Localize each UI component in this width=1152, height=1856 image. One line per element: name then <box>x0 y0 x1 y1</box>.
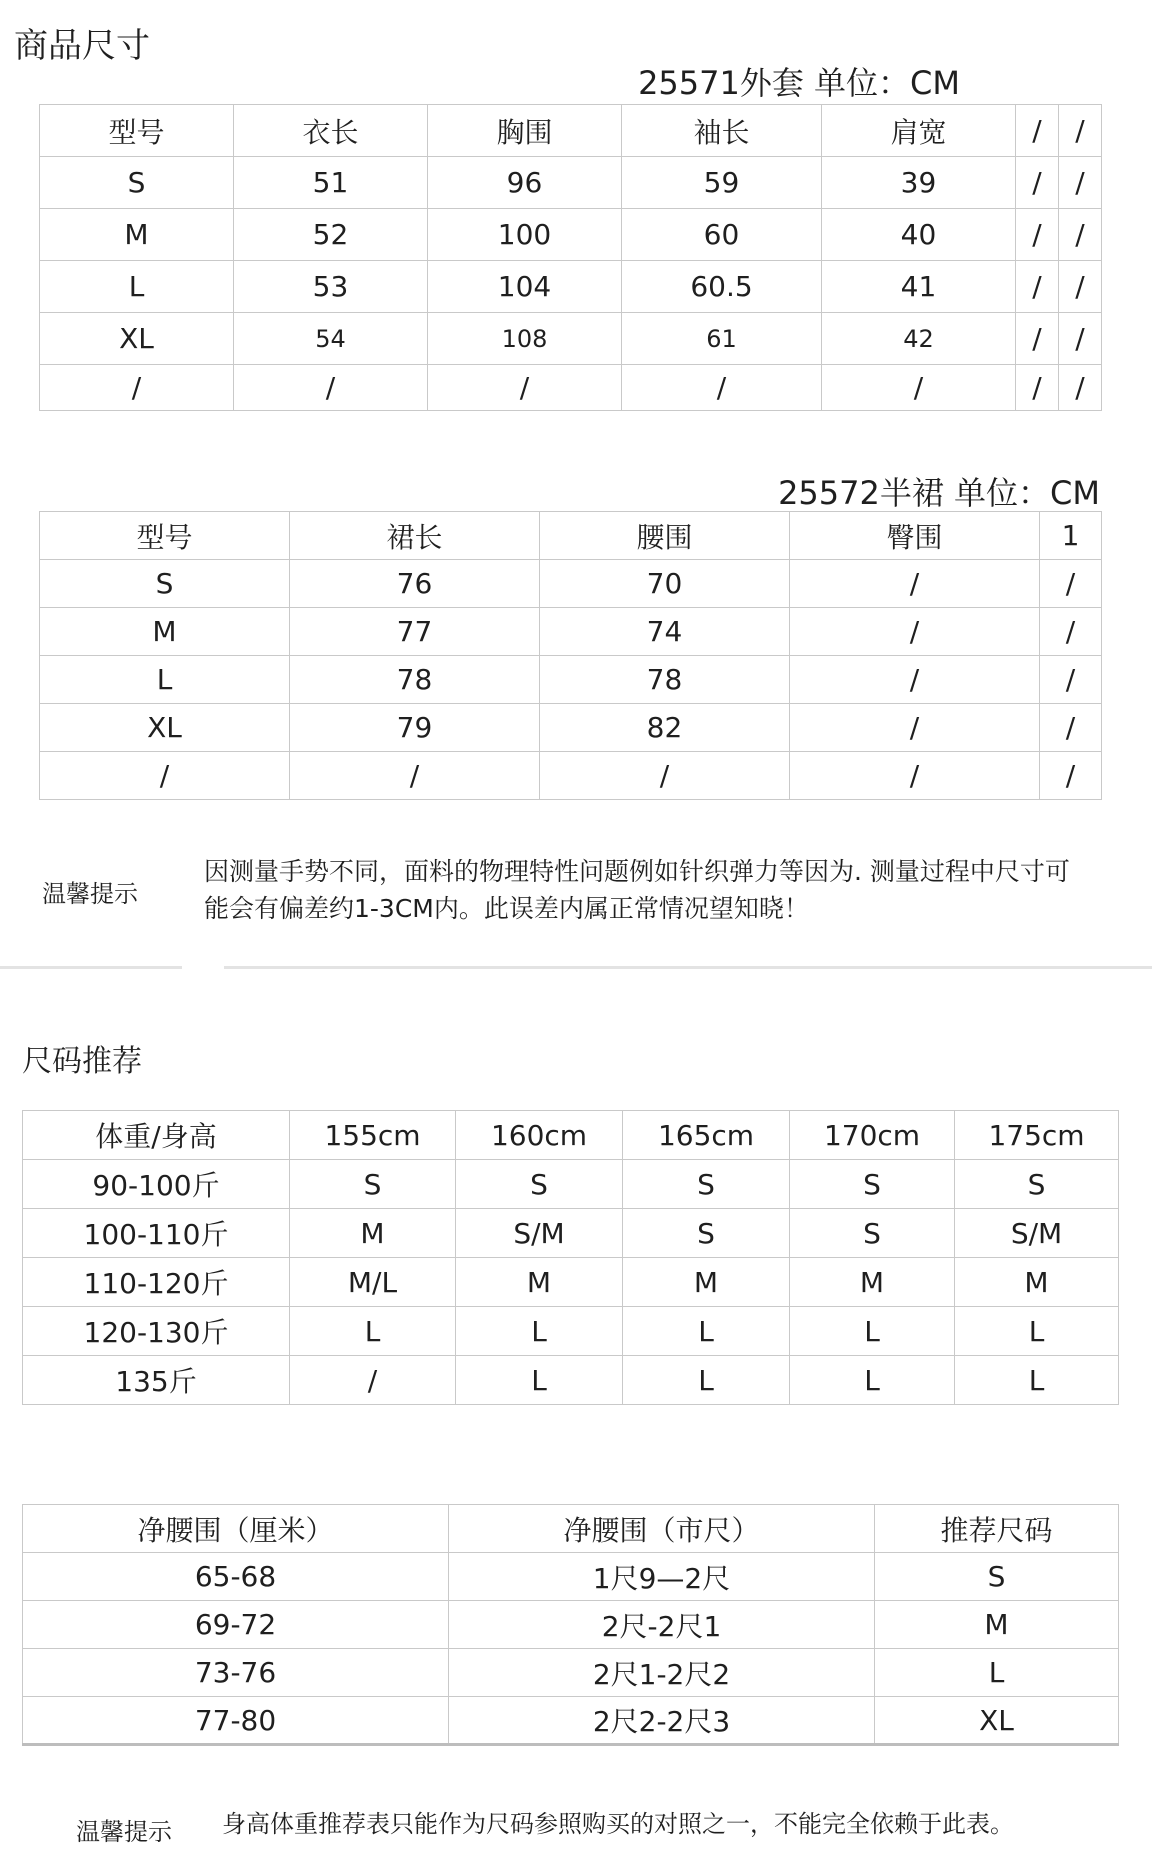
header-cell: 净腰围（厘米） <box>23 1505 449 1553</box>
waist-size-table <box>22 1504 1119 1746</box>
section-divider <box>224 966 1152 969</box>
table-cell: / <box>1059 157 1102 209</box>
table-cell: L <box>790 1356 955 1405</box>
table-cell: S/M <box>955 1209 1119 1258</box>
table-cell: 90-100斤 <box>23 1160 290 1209</box>
table-cell: / <box>1016 157 1059 209</box>
table-row <box>40 261 1102 313</box>
table-cell: / <box>234 365 428 411</box>
table-cell: 82 <box>540 704 790 752</box>
recommend-tip-text: 身高体重推荐表只能作为尺码参照购买的对照之一，不能完全依赖于此表。 <box>222 1810 1014 1838</box>
table-cell: M/L <box>290 1258 456 1307</box>
header-cell: 1 <box>1040 512 1102 560</box>
measurement-tip-text <box>204 853 1124 927</box>
table-cell: M <box>290 1209 456 1258</box>
header-cell: 肩宽 <box>822 105 1016 157</box>
table-cell: L <box>623 1307 790 1356</box>
header-cell: 推荐尺码 <box>875 1505 1119 1553</box>
table-cell: 2尺-2尺1 <box>449 1601 875 1649</box>
skirt-size-table <box>39 511 1102 800</box>
table-cell: L <box>456 1356 623 1405</box>
table-cell: S <box>790 1160 955 1209</box>
table-cell: / <box>1059 313 1102 365</box>
header-cell: 胸围 <box>428 105 622 157</box>
header-cell: 裙长 <box>290 512 540 560</box>
header-cell: 体重/身高 <box>23 1111 290 1160</box>
table-cell: S <box>623 1160 790 1209</box>
table-row <box>40 365 1102 411</box>
coat-table-caption: 25571外套 单位：CM <box>638 64 960 102</box>
header-cell: 175cm <box>955 1111 1119 1160</box>
table-cell: / <box>790 704 1040 752</box>
coat-size-table <box>39 104 1102 411</box>
table-cell: 73-76 <box>23 1649 449 1697</box>
table-cell: / <box>1016 261 1059 313</box>
table-row <box>23 1697 1119 1745</box>
table-cell: / <box>1040 704 1102 752</box>
skirt-table-caption: 25572半裙 单位：CM <box>778 474 1100 512</box>
table-cell: / <box>1016 209 1059 261</box>
table-cell: / <box>40 365 234 411</box>
table-row <box>23 1356 1119 1405</box>
table-cell: 42 <box>822 313 1016 365</box>
tip-line: 能会有偏差约1-3CM内。此误差内属正常情况望知晓！ <box>204 894 809 923</box>
section-title-product-size: 商品尺寸 <box>14 26 150 66</box>
table-cell: S <box>40 560 290 608</box>
table-cell: 65-68 <box>23 1553 449 1601</box>
table-cell: / <box>1059 209 1102 261</box>
table-cell: / <box>790 752 1040 800</box>
tip-line: 因测量手势不同，面料的物理特性问题例如针织弹力等因为. 测量过程中尺寸可 <box>204 857 1070 886</box>
table-row <box>23 1307 1119 1356</box>
table-cell: 51 <box>234 157 428 209</box>
header-cell: 160cm <box>456 1111 623 1160</box>
table-cell: / <box>622 365 822 411</box>
table-cell: S <box>875 1553 1119 1601</box>
tip-label: 温馨提示 <box>42 880 138 908</box>
table-row <box>40 313 1102 365</box>
weight-height-table <box>22 1110 1119 1405</box>
table-cell: 76 <box>290 560 540 608</box>
table-cell: 108 <box>428 313 622 365</box>
table-cell: / <box>290 1356 456 1405</box>
section-title-size-recommend: 尺码推荐 <box>22 1044 142 1079</box>
table-cell: 70 <box>540 560 790 608</box>
table-cell: S <box>790 1209 955 1258</box>
table-cell: 78 <box>540 656 790 704</box>
table-cell: 79 <box>290 704 540 752</box>
table-cell: M <box>955 1258 1119 1307</box>
table-cell: / <box>40 752 290 800</box>
table-cell: L <box>290 1307 456 1356</box>
table-cell: S <box>955 1160 1119 1209</box>
table-cell: 60 <box>622 209 822 261</box>
table-cell: L <box>790 1307 955 1356</box>
table-cell: 52 <box>234 209 428 261</box>
section-divider <box>0 966 182 969</box>
tip-label: 温馨提示 <box>76 1818 172 1846</box>
table-row <box>23 1553 1119 1601</box>
header-cell: 155cm <box>290 1111 456 1160</box>
table-cell: 39 <box>822 157 1016 209</box>
table-cell: 53 <box>234 261 428 313</box>
table-cell: L <box>875 1649 1119 1697</box>
table-cell: 60.5 <box>622 261 822 313</box>
table-cell: L <box>955 1356 1119 1405</box>
table-cell: 41 <box>822 261 1016 313</box>
table-cell: / <box>790 560 1040 608</box>
table-cell: / <box>790 656 1040 704</box>
table-cell: S/M <box>456 1209 623 1258</box>
table-row <box>40 560 1102 608</box>
table-row <box>23 1209 1119 1258</box>
header-cell: 臀围 <box>790 512 1040 560</box>
header-cell: 170cm <box>790 1111 955 1160</box>
table-cell: 2尺1-2尺2 <box>449 1649 875 1697</box>
table-cell: / <box>1059 261 1102 313</box>
header-cell: 腰围 <box>540 512 790 560</box>
table-row <box>40 656 1102 704</box>
table-header-row <box>40 512 1102 560</box>
table-row <box>40 608 1102 656</box>
table-cell: 110-120斤 <box>23 1258 290 1307</box>
table-cell: L <box>40 656 290 704</box>
table-cell: M <box>875 1601 1119 1649</box>
table-row <box>40 704 1102 752</box>
table-cell: L <box>623 1356 790 1405</box>
table-header-row <box>40 105 1102 157</box>
table-cell: M <box>456 1258 623 1307</box>
header-cell: / <box>1016 105 1059 157</box>
table-row <box>40 209 1102 261</box>
header-cell: 型号 <box>40 512 290 560</box>
table-cell: S <box>40 157 234 209</box>
table-cell: S <box>290 1160 456 1209</box>
table-cell: 120-130斤 <box>23 1307 290 1356</box>
table-cell: XL <box>40 704 290 752</box>
table-cell: XL <box>40 313 234 365</box>
table-cell: 2尺2-2尺3 <box>449 1697 875 1745</box>
table-cell: M <box>40 608 290 656</box>
header-cell: 袖长 <box>622 105 822 157</box>
table-cell: XL <box>875 1697 1119 1745</box>
table-cell: / <box>290 752 540 800</box>
table-cell: / <box>1040 560 1102 608</box>
table-cell: / <box>1016 365 1059 411</box>
table-header-row <box>23 1111 1119 1160</box>
table-cell: S <box>456 1160 623 1209</box>
table-cell: / <box>428 365 622 411</box>
table-cell: 96 <box>428 157 622 209</box>
table-cell: M <box>790 1258 955 1307</box>
header-cell: 型号 <box>40 105 234 157</box>
table-row <box>23 1649 1119 1697</box>
table-cell: 74 <box>540 608 790 656</box>
table-cell: 78 <box>290 656 540 704</box>
table-cell: / <box>1059 365 1102 411</box>
header-cell: 衣长 <box>234 105 428 157</box>
table-row <box>40 157 1102 209</box>
table-cell: M <box>623 1258 790 1307</box>
table-row <box>23 1258 1119 1307</box>
table-header-row <box>23 1505 1119 1553</box>
table-cell: 1尺9—2尺 <box>449 1553 875 1601</box>
table-cell: / <box>1016 313 1059 365</box>
table-cell: L <box>955 1307 1119 1356</box>
table-cell: 59 <box>622 157 822 209</box>
table-cell: 69-72 <box>23 1601 449 1649</box>
table-cell: / <box>790 608 1040 656</box>
table-cell: 100-110斤 <box>23 1209 290 1258</box>
table-cell: M <box>40 209 234 261</box>
table-cell: / <box>1040 656 1102 704</box>
header-cell: 165cm <box>623 1111 790 1160</box>
table-cell: 77 <box>290 608 540 656</box>
table-cell: / <box>1040 752 1102 800</box>
table-cell: 40 <box>822 209 1016 261</box>
table-row <box>23 1601 1119 1649</box>
table-cell: 100 <box>428 209 622 261</box>
table-cell: 104 <box>428 261 622 313</box>
table-row <box>23 1160 1119 1209</box>
table-cell: 54 <box>234 313 428 365</box>
table-cell: / <box>540 752 790 800</box>
table-cell: 61 <box>622 313 822 365</box>
table-cell: / <box>822 365 1016 411</box>
table-cell: L <box>40 261 234 313</box>
header-cell: 净腰围（市尺） <box>449 1505 875 1553</box>
table-cell: 135斤 <box>23 1356 290 1405</box>
table-row <box>40 752 1102 800</box>
table-cell: S <box>623 1209 790 1258</box>
header-cell: / <box>1059 105 1102 157</box>
table-cell: L <box>456 1307 623 1356</box>
table-cell: / <box>1040 608 1102 656</box>
table-cell: 77-80 <box>23 1697 449 1745</box>
